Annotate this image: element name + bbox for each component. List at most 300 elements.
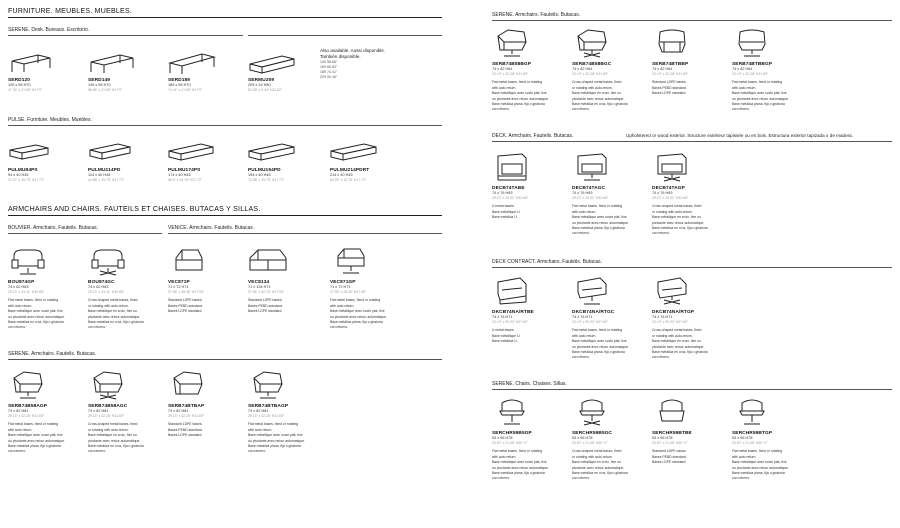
- desc-line: with auto return.: [8, 427, 33, 432]
- desc-line: Cross-shaped metal bases, fixed: [652, 204, 702, 209]
- product-card: [248, 370, 322, 455]
- armchair-illustration: [732, 28, 772, 58]
- product-code: SERB74BTBAP: [168, 404, 205, 409]
- desc-line: Base métallique avec socle plat, fixe: [572, 215, 627, 220]
- desc-line: Standard LDPE bases.: [168, 298, 203, 303]
- catalog-page-right: [450, 0, 900, 528]
- desc-line: Base metálica plana, fija o giratoria: [330, 320, 383, 325]
- cabinet-illustration: [88, 142, 134, 164]
- product-card: [652, 28, 726, 97]
- product-dimensions-inch: 68.5" x 15.75" H17.72": [168, 178, 203, 183]
- armchair-illustration: [88, 370, 128, 400]
- product-card: [248, 142, 322, 183]
- desc-line: Cross-shaped metal bases, fixed: [572, 449, 622, 454]
- desc-line: with auto return.: [248, 427, 273, 432]
- product-dimensions: 174 x 40 H45: [168, 173, 191, 177]
- product-code: DKCB74NA/RTGP: [652, 310, 695, 315]
- product-code: SERCHR59BTBE: [652, 431, 692, 436]
- armchair-illustration: [652, 152, 692, 182]
- armchair-illustration: [168, 246, 208, 276]
- product-dimensions: 71 x 72 H71: [168, 285, 189, 289]
- desc-line: Bases LDPE standard.: [652, 91, 687, 96]
- divider: [8, 233, 162, 234]
- desc-line: Base metálica plana, fija o giratoria: [8, 444, 61, 449]
- armchair-illustration: [88, 246, 128, 276]
- desc-line: Base metálica en cruz, fija o giratoria: [88, 320, 144, 325]
- divider: [492, 141, 892, 142]
- desc-line: Cross-shaped metal bases, fixed: [652, 328, 702, 333]
- product-card: [168, 142, 242, 183]
- product-dimensions-inch: 29.13" x 32.28" H31.89": [572, 72, 609, 77]
- desk-illustration: [168, 52, 214, 74]
- product-code: SERB74B58AGP: [8, 404, 48, 409]
- product-dimensions-inch: 29.13" x 29.92" H32.68": [492, 196, 529, 201]
- product-dimensions-inch: 29.13" x 32.28" H31.89": [732, 72, 769, 77]
- product-code: VEC871GP: [330, 280, 356, 285]
- armchair-illustration: [572, 152, 612, 182]
- product-description: [652, 80, 724, 96]
- product-description: [492, 80, 564, 112]
- armchair-illustration: [168, 370, 208, 400]
- cabinet-illustration: [248, 142, 294, 164]
- chair-illustration: [492, 397, 532, 427]
- product-dimensions-inch: 76.38" x 15.75" H17.72": [248, 178, 285, 183]
- desc-line: Flat metal bases, fixed or rotating: [8, 422, 59, 427]
- product-card: [572, 276, 646, 361]
- armchair-illustration: [8, 246, 48, 276]
- product-dimensions: 74 x 82 H81: [572, 67, 593, 71]
- product-code: DECB74TAGC: [572, 186, 606, 191]
- product-description: [492, 328, 564, 344]
- product-card: [88, 370, 162, 455]
- product-card: [492, 28, 566, 113]
- desc-line: Flat metal bases, fixed or rotating: [572, 204, 623, 209]
- product-code: SERB74B58BGP: [492, 62, 532, 67]
- desc-line: with auto return.: [572, 209, 597, 214]
- product-dimensions-inch: 84.25" x 15.75" H17.72": [330, 178, 367, 183]
- desc-line: Flat metal bases, fixed or rotating: [732, 80, 783, 85]
- divider: [492, 389, 892, 390]
- desc-line: con retorno.: [732, 107, 751, 112]
- armchair-illustration: [572, 276, 612, 306]
- desc-line: U metal bases.: [492, 328, 515, 333]
- product-dimensions: 53 x 55 H78: [572, 436, 593, 440]
- product-dimensions-inch: 29.13" x 29.92" H27.95": [492, 320, 529, 325]
- product-dimensions-inch: 20.87" x 21.65" H30.71": [492, 441, 529, 446]
- desc-line: con retorno.: [652, 355, 671, 360]
- product-dimensions: 71 x 72 H71: [330, 285, 351, 289]
- desc-line: Flat metal bases, fixed or rotating: [572, 328, 623, 333]
- desc-line: U metal bases.: [492, 204, 515, 209]
- cabinet-illustration: [330, 142, 376, 164]
- product-code: VEC871P: [168, 280, 190, 285]
- product-dimensions: 189 x 55 H70: [168, 83, 191, 87]
- product-dimensions: 74 x 76 H71: [572, 315, 593, 319]
- desc-line: con retorno.: [572, 107, 591, 112]
- desc-line: Cross-shaped metal bases, fixed: [88, 422, 138, 427]
- sideboard-illustration: [248, 52, 294, 74]
- product-description: [652, 328, 724, 360]
- product-code: SERD149: [88, 78, 111, 83]
- desc-line: Base métallique avec socle plat, fixe: [492, 91, 547, 96]
- desc-line: ou pivotante avec retour automatique.: [732, 465, 789, 470]
- product-dimensions: 94 x 40 H45: [8, 173, 29, 177]
- desc-line: con retorno.: [732, 476, 751, 481]
- product-card: [8, 246, 82, 331]
- desc-line: ou pivotante avec retour automatique.: [8, 438, 65, 443]
- product-code: PULMU94PS: [8, 168, 38, 173]
- product-dimensions: 120 x 55 H70: [8, 83, 31, 87]
- product-card: [168, 52, 242, 93]
- product-card: [572, 397, 646, 482]
- product-code: PULMU174PS: [168, 168, 201, 173]
- product-code: SERCHR59B5GP: [492, 431, 532, 436]
- product-dimensions: 53 x 55 H78: [652, 436, 673, 440]
- armchair-illustration: [572, 28, 612, 58]
- desc-line: Base métallique avec socle plat, fixe: [8, 309, 63, 314]
- product-code: VEC8134: [248, 280, 270, 285]
- product-card: [572, 152, 646, 237]
- desc-line: pivotante avec retour automatique.: [88, 314, 141, 319]
- deck-exterior-note: Upholstered or wood exterior. Structure extérieur tapissée ou en bois. Estructura exterior tapizada o de madera.: [626, 133, 853, 138]
- divider: [248, 35, 442, 36]
- desc-line: con retorno.: [88, 325, 107, 330]
- desc-line: Base metálica U.: [492, 215, 518, 220]
- product-code: SERB74BTBBP: [652, 62, 689, 67]
- product-dimensions: 74 x 82 H81: [492, 67, 513, 71]
- product-dimensions-inch: 47.24" x 21.65" H27.5": [8, 88, 43, 93]
- desc-line: Bases LDPE standard.: [168, 309, 203, 314]
- divider: [492, 267, 892, 268]
- desc-line: Base métallique avec socle plat, fixe: [732, 91, 787, 96]
- chair-illustration: [732, 397, 772, 427]
- product-code: PULMU194PD: [248, 168, 281, 173]
- product-dimensions: 114 x 40 H45: [88, 173, 111, 177]
- note-size: 149 58.66": [320, 60, 338, 64]
- product-dimensions-inch: 29.13" x 24.41" H32.68": [88, 290, 125, 295]
- armchair-illustration: [8, 370, 48, 400]
- desc-line: con retorno.: [572, 231, 591, 236]
- desc-line: Bases LDPE standard.: [652, 460, 687, 465]
- divider: [8, 35, 243, 36]
- divider: [8, 125, 442, 126]
- product-dimensions: 74 x 76 H71: [652, 315, 673, 319]
- product-card: [732, 28, 806, 113]
- product-dimensions: 74 x 76 H83: [572, 191, 593, 195]
- product-card: [330, 142, 404, 183]
- desc-line: Flat metal bases, fixed or rotating: [248, 422, 299, 427]
- product-description: [88, 422, 160, 454]
- desc-line: con retorno.: [330, 325, 349, 330]
- desc-line: Bases LDPE standard.: [168, 433, 203, 438]
- product-dimensions-inch: 74.41" x 21.65" H27.5": [168, 88, 203, 93]
- product-description: [572, 328, 644, 360]
- desc-line: pivotante avec retour automatique.: [652, 220, 705, 225]
- product-dimensions-inch: 20.87" x 21.65" H30.71": [652, 441, 689, 446]
- product-card: [248, 52, 322, 93]
- product-card: [168, 246, 242, 315]
- product-dimensions-inch: 29.13" x 32.28" H31.89": [652, 72, 689, 77]
- product-card: [492, 397, 566, 482]
- desc-line: pivotante avec retour automatique.: [572, 96, 625, 101]
- product-description: [330, 298, 402, 330]
- desc-line: con retorno.: [652, 231, 671, 236]
- desc-line: Bases PEBD standard.: [168, 427, 203, 432]
- desc-line: or rotating with auto-return.: [652, 209, 693, 214]
- desc-line: con retorno.: [572, 355, 591, 360]
- divider: [8, 359, 442, 360]
- desc-line: Base métallique avec socle plat, fixe: [248, 433, 303, 438]
- desc-line: with auto return.: [492, 454, 517, 459]
- product-description: [572, 80, 644, 112]
- desc-line: Standard LDPE bases.: [652, 80, 687, 85]
- desc-line: ou pivotante avec retour automatique.: [330, 314, 387, 319]
- product-code: BOU874GP: [8, 280, 35, 285]
- desc-line: Base métallique U.: [492, 209, 521, 214]
- desc-line: Cross-shaped metal bases, fixed: [572, 80, 622, 85]
- desc-line: Base métallique avec socle plat, fixe: [330, 309, 385, 314]
- desc-line: Base metálica en cruz, fija o giratoria: [572, 102, 628, 107]
- desc-line: Flat metal bases, fixed or rotating: [8, 298, 59, 303]
- product-dimensions-inch: 37.07" x 15.75" H17.72": [8, 178, 45, 183]
- product-code: PULMU114PD: [88, 168, 121, 173]
- product-card: [168, 370, 242, 439]
- product-description: [168, 422, 240, 438]
- product-card: [88, 246, 162, 331]
- product-dimensions-inch: 29.13" x 32.28" H31.89": [8, 414, 45, 419]
- desc-line: with auto return.: [8, 303, 33, 308]
- desc-line: with auto return.: [732, 85, 757, 90]
- desc-line: with auto return.: [572, 333, 597, 338]
- desc-line: con retorno.: [88, 449, 107, 454]
- subsection-heading-serene-armchairs: SERENE. Armchairs. Fauteils. Butacas.: [8, 351, 97, 357]
- product-card: [330, 246, 404, 331]
- cabinet-illustration: [8, 142, 54, 164]
- desc-line: Base métallique avec socle plat, fixe: [8, 433, 63, 438]
- desc-line: with auto return.: [732, 454, 757, 459]
- subsection-heading-deck-contract: DECK CONTRACT. Armchairs. Fauteils. Butacas.: [492, 259, 603, 265]
- armchair-illustration: [492, 152, 532, 182]
- desc-line: Bases PEBD standard.: [652, 454, 687, 459]
- product-dimensions: 53 x 55 H78: [492, 436, 513, 440]
- divider: [492, 20, 892, 21]
- product-dimensions: 214 x 40 H45: [330, 173, 353, 177]
- product-dimensions-inch: 44.88" x 15.75" H17.72": [88, 178, 125, 183]
- desc-line: Base metálica plana, fija o giratoria: [492, 471, 545, 476]
- desc-line: con retorno.: [8, 449, 27, 454]
- desc-line: pivotante avec retour automatique.: [652, 344, 705, 349]
- product-dimensions: 74 x 76 H83: [652, 191, 673, 195]
- product-card: [8, 370, 82, 455]
- desc-line: Cross-shaped metal bases, fixed: [88, 298, 138, 303]
- product-description: [732, 449, 804, 481]
- product-code: DKCB74NA/RTGC: [572, 310, 615, 315]
- section-title-furniture: FURNITURE. MEUBLES. MUEBLES.: [8, 8, 133, 15]
- desc-line: Base metálica plana, fija o giratoria: [732, 102, 785, 107]
- product-dimensions: 53 x 55 H78: [732, 436, 753, 440]
- desc-line: con retorno.: [572, 476, 591, 481]
- section-title-armchairs: ARMCHAIRS AND CHAIRS. FAUTEILS ET CHAISES. BUTACAS Y SILLAS.: [8, 206, 261, 213]
- desc-line: con retorno.: [8, 325, 27, 330]
- product-dimensions-inch: 29.13" x 32.28" H31.89": [248, 414, 285, 419]
- product-description: [572, 449, 644, 481]
- desc-line: pivotante avec retour automatique.: [88, 438, 141, 443]
- desc-line: or rotating with auto-return.: [652, 333, 693, 338]
- product-code: SERB74B58BGC: [572, 62, 612, 67]
- product-card: [88, 142, 162, 183]
- note-text: Also available. Aussi disponible.: [320, 48, 386, 53]
- product-code: SERB74BTBBGP: [732, 62, 773, 67]
- desc-line: Flat metal bases, fixed or rotating: [492, 80, 543, 85]
- desc-line: Bases PEBD standard.: [168, 303, 203, 308]
- product-dimensions-inch: 29.13" x 29.92" H32.68": [572, 196, 609, 201]
- subsection-heading-deck: DECK. Armchairs. Fauteils. Butacas.: [492, 133, 574, 139]
- product-dimensions: 74 x 76 H71: [492, 315, 513, 319]
- product-code: SERB74BTBAGP: [248, 404, 289, 409]
- armchair-illustration: [652, 28, 692, 58]
- product-description: [8, 422, 80, 454]
- desc-line: ou pivotante avec retour automatique.: [492, 465, 549, 470]
- note-size: 229 90.16": [320, 75, 338, 79]
- product-dimensions-inch: 20.87" x 21.65" H30.71": [572, 441, 609, 446]
- product-card: [572, 28, 646, 113]
- product-description: [492, 449, 564, 481]
- desc-line: Base métallique avec socle plat, fixe: [572, 339, 627, 344]
- desc-line: con retorno.: [248, 449, 267, 454]
- divider: [168, 233, 442, 234]
- desc-line: Base metálica en cruz, fija o giratoria: [88, 444, 144, 449]
- product-description: [572, 204, 644, 236]
- product-card: [652, 276, 726, 361]
- desc-line: with auto return.: [492, 85, 517, 90]
- product-card: [492, 152, 566, 221]
- product-code: DECB74TABE: [492, 186, 525, 191]
- product-dimensions-inch: 27.95" x 28.35" H27.95": [330, 290, 367, 295]
- product-dimensions-inch: 29.13" x 32.28" H31.89": [88, 414, 125, 419]
- chair-illustration: [572, 397, 612, 427]
- desc-line: Bases PEBD standard.: [248, 303, 283, 308]
- desc-line: Base metálica plana, fija o giratoria: [572, 350, 625, 355]
- desc-line: Base metálica U.: [492, 339, 518, 344]
- product-code: SERCHR59BTGP: [732, 431, 773, 436]
- desc-line: Base metálica plana, fija o giratoria: [732, 471, 785, 476]
- desc-line: Base métallique avec socle plat, fixe: [492, 460, 547, 465]
- subsection-heading-serene-chairs: SERENE. Chairs. Chaises. Sillas.: [492, 381, 567, 387]
- desc-line: ou pivotante avec retour automatique.: [248, 438, 305, 443]
- desc-line: Base métallique en croix, fixe ou: [652, 339, 701, 344]
- desc-line: Flat metal bases, fixed or rotating: [492, 449, 543, 454]
- divider: [8, 215, 442, 216]
- availability-note: [320, 48, 390, 80]
- product-dimensions: 74 x 82 H81: [248, 409, 269, 413]
- desc-line: ou pivotante avec retour automatique.: [572, 220, 629, 225]
- product-dimensions-inch: 58.66" x 21.65" H27.5": [88, 88, 123, 93]
- product-dimensions: 194 x 40 H45: [248, 173, 271, 177]
- desc-line: Base metálica en cruz, fija o giratoria: [572, 471, 628, 476]
- desc-line: Standard LDPE bases.: [248, 298, 283, 303]
- product-dimensions-inch: 29.13" x 29.92" H27.95": [652, 320, 689, 325]
- desk-illustration: [8, 52, 54, 74]
- desc-line: ou pivotante avec retour automatique.: [572, 344, 629, 349]
- desc-line: Base métallique en croix, fixe ou: [88, 433, 137, 438]
- desc-line: Bases PEBD standard.: [652, 85, 687, 90]
- product-code: SERD189: [168, 78, 191, 83]
- desc-line: ou pivotante avec retour automatique.: [732, 96, 789, 101]
- subsection-heading-pulse: PULSE. Furniture. Meubles. Muebles.: [8, 117, 92, 123]
- desc-line: Standard LDPE bases.: [652, 449, 687, 454]
- product-dimensions: 209 x 24 H80: [248, 83, 271, 87]
- product-card: [8, 52, 82, 93]
- desc-line: ou pivotante avec retour automatique.: [492, 96, 549, 101]
- product-description: [652, 204, 724, 236]
- cabinet-illustration: [168, 142, 214, 164]
- note-size: 189 74.41": [320, 70, 338, 74]
- product-code: BOU874GC: [88, 280, 115, 285]
- desc-line: Base metálica en cruz, fija o giratoria: [652, 226, 708, 231]
- desc-line: pivotante avec retour automatique.: [572, 465, 625, 470]
- armchair-illustration: [248, 370, 288, 400]
- product-dimensions: 74 x 82 H81: [732, 67, 753, 71]
- product-card: [248, 246, 322, 315]
- desc-line: Base metálica plana, fija o giratoria: [248, 444, 301, 449]
- desc-line: Base métallique en croix, fixe ou: [652, 215, 701, 220]
- product-card: [652, 397, 726, 466]
- desc-line: with auto return.: [330, 303, 355, 308]
- product-code: SERB74B58AGC: [88, 404, 128, 409]
- product-dimensions-inch: 29.13" x 32.28" H31.89": [492, 72, 529, 77]
- desc-line: con retorno.: [492, 476, 511, 481]
- product-card: [88, 52, 162, 93]
- chair-illustration: [652, 397, 692, 427]
- product-dimensions: 74 x 82 H81: [652, 67, 673, 71]
- desc-line: or rotating with auto-return.: [88, 303, 129, 308]
- desc-line: or rotating with auto-return.: [88, 427, 129, 432]
- product-dimensions: 71 x 134 H71: [248, 285, 271, 289]
- product-code: PULMU214PDRT: [330, 168, 370, 173]
- product-code: SERCHR59B5GC: [572, 431, 613, 436]
- armchair-illustration: [330, 246, 370, 276]
- product-dimensions: 74 x 82 H81: [88, 409, 109, 413]
- product-description: [8, 298, 80, 330]
- desc-line: Standard LDPE bases.: [168, 422, 203, 427]
- desc-line: Base metálica plana, fija o giratoria: [492, 102, 545, 107]
- desc-line: or rotating with auto-return.: [572, 85, 613, 90]
- desc-line: Base metálica en cruz, fija o giratoria: [652, 350, 708, 355]
- product-dimensions: 74 x 82 H81: [168, 409, 189, 413]
- subsection-heading-serene-armchairs: SERENE. Armchairs. Fauteils. Butacas.: [492, 12, 581, 18]
- product-dimensions: 74 x 62 H83: [88, 285, 109, 289]
- product-description: [652, 449, 724, 465]
- note-size: 169 66.53": [320, 65, 338, 69]
- product-description: [248, 298, 320, 314]
- product-dimensions-inch: 29.13" x 32.28" H31.89": [168, 414, 205, 419]
- sofa-illustration: [248, 246, 288, 276]
- desc-line: Base metálica plana, fija o giratoria: [572, 226, 625, 231]
- product-dimensions-inch: 20.87" x 21.65" H30.71": [732, 441, 769, 446]
- subsection-heading-serene-desk: SERENE. Desk. Bureaux. Escritorio.: [8, 27, 90, 33]
- desc-line: or rotating with auto-return.: [572, 454, 613, 459]
- desc-line: Flat metal bases, fixed or rotating: [732, 449, 783, 454]
- product-dimensions-inch: 82.28" x 9.44" H31.62": [248, 88, 283, 93]
- divider: [8, 17, 442, 18]
- product-dimensions-inch: 29.13" x 29.92" H27.95": [572, 320, 609, 325]
- product-description: [168, 298, 240, 314]
- armchair-illustration: [652, 276, 692, 306]
- product-dimensions: 74 x 62 H83: [8, 285, 29, 289]
- product-dimensions-inch: 29.13" x 29.92" H32.68": [652, 196, 689, 201]
- desc-line: Bases LDPE standard.: [248, 309, 283, 314]
- product-card: [732, 397, 806, 482]
